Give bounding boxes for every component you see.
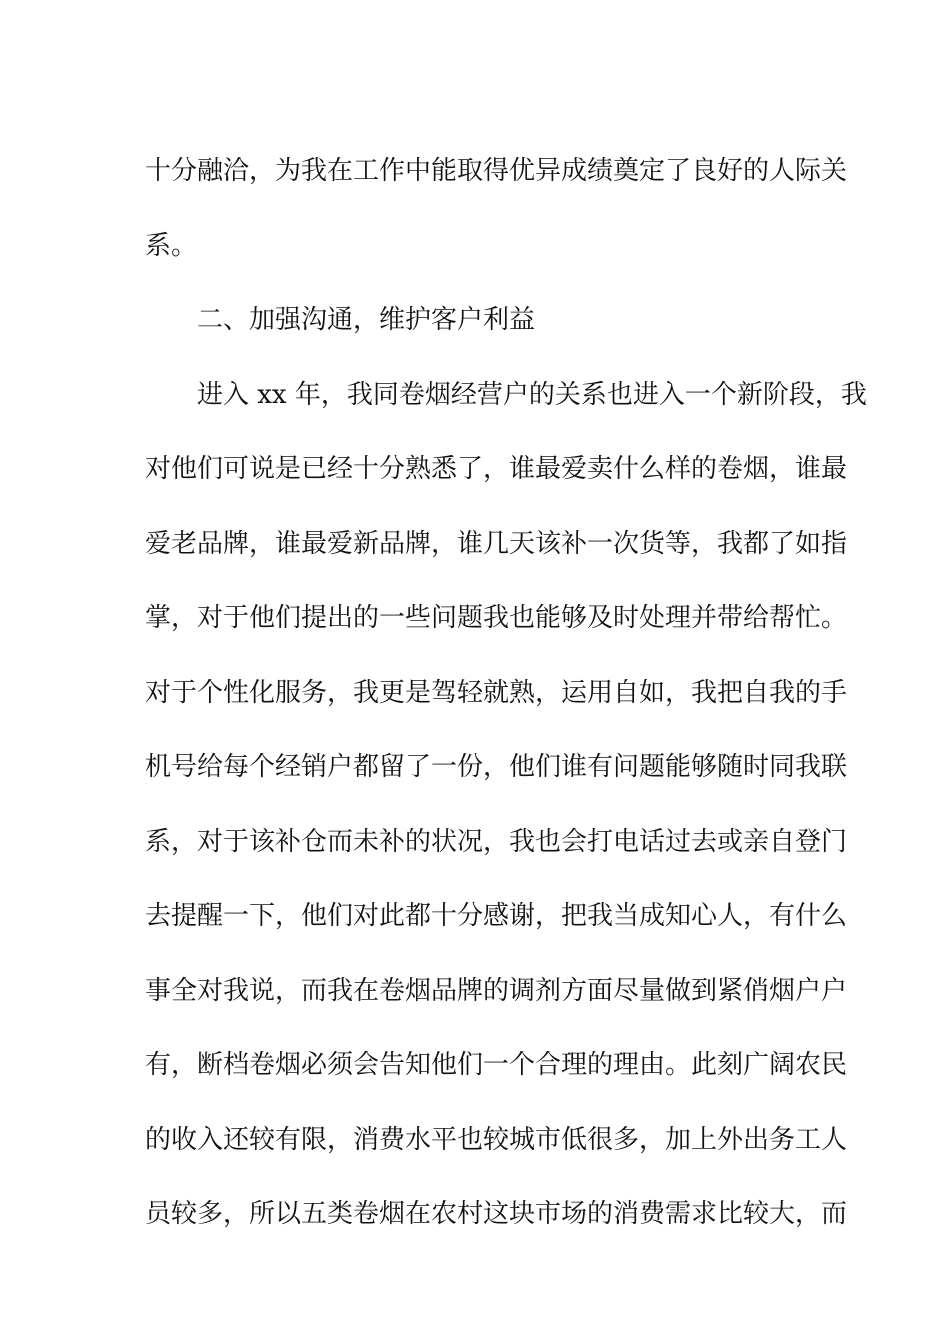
text-line: 机号给每个经销户都留了一份，他们谁有问题能够随时同我联 bbox=[145, 752, 848, 782]
text-line: 掌，对于他们提出的一些问题我也能够及时处理并带给帮忙。 bbox=[145, 603, 848, 633]
text-line: 员较多，所以五类卷烟在农村这块市场的消费需求比较大，而 bbox=[145, 1199, 848, 1229]
text-line: 系。 bbox=[145, 230, 198, 261]
text-line: 的收入还较有限，消费水平也较城市低很多，加上外出务工人 bbox=[145, 1124, 848, 1155]
text-line: 爱老品牌，谁最爱新品牌，谁几天该补一次货等，我都了如指 bbox=[145, 528, 848, 559]
text-line: 事全对我说，而我在卷烟品牌的调剂方面尽量做到紧俏烟户户 bbox=[145, 975, 848, 1006]
text-line: 对他们可说是已经十分熟悉了，谁最爱卖什么样的卷烟，谁最 bbox=[145, 454, 848, 484]
text-line: 有，断档卷烟必须会告知他们一个合理的理由。此刻广阔农民 bbox=[145, 1050, 848, 1080]
text-line: 系，对于该补仓而未补的状况，我也会打电话过去或亲自登门 bbox=[145, 826, 848, 857]
text-line: 去提醒一下，他们对此都十分感谢，把我当成知心人，有什么 bbox=[145, 901, 848, 931]
text-line: 十分融洽，为我在工作中能取得优异成绩奠定了良好的人际关 bbox=[145, 156, 848, 186]
section-heading: 二、加强沟通，维护客户利益 bbox=[197, 305, 536, 335]
text-line: 对于个性化服务，我更是驾轻就熟，运用自如，我把自我的手 bbox=[145, 677, 848, 708]
paragraph-first-line: 进入 xx 年，我同卷烟经营户的关系也进入一个新阶段，我 bbox=[197, 379, 867, 410]
body-text bbox=[145, 134, 867, 1252]
